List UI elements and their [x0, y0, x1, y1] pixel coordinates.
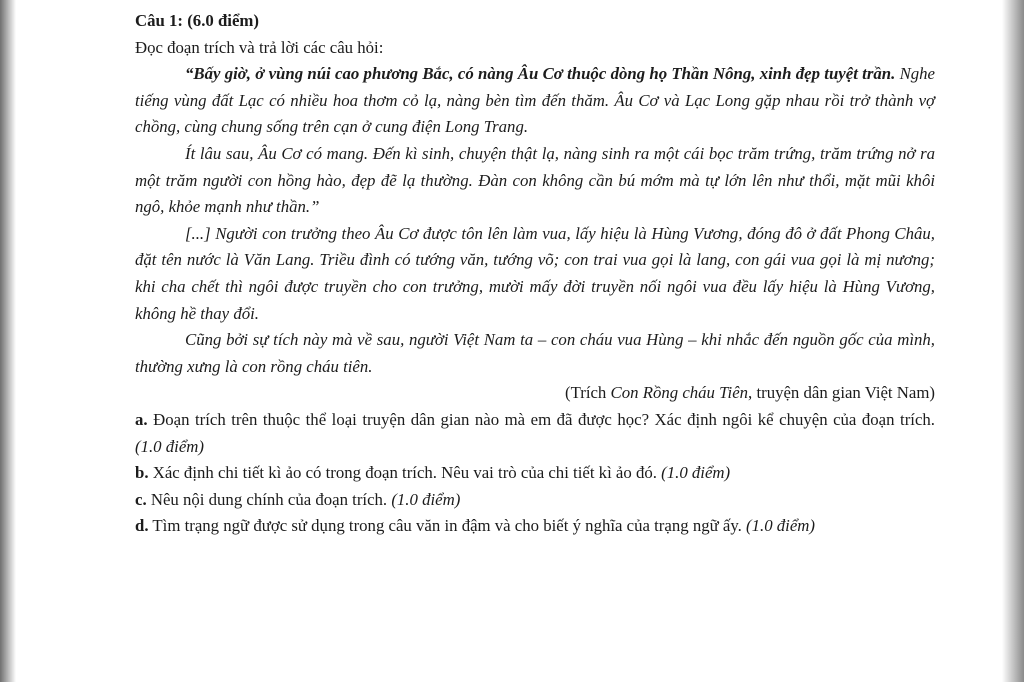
- exam-document: [135, 8, 935, 540]
- item-score: (1.0 điểm): [661, 463, 731, 483]
- question-item-b: [135, 460, 935, 487]
- excerpt-paragraph-3: [...] Người con trưởng theo Âu Cơ được tôn lên làm vua, lấy hiệu là Hùng Vương, đóng đô ở đất Phong Châu, đặt tên nước là Văn Lang. Triều đình có tướng văn, tướng võ; con trai vua gọi là lang, con gái vua gọi là mị nương; khi cha chết thì ngôi được truyền cho con trưởng, mười mấy đời truyền nối ngôi vua đều lấy hiệu là Hùng Vương, không hề thay đổi.: [135, 223, 935, 323]
- item-text: Xác định chi tiết kì ảo có trong đoạn trích. Nêu vai trò của chi tiết kì ảo đó.: [148, 463, 662, 483]
- citation-title: Con Rồng cháu Tiên: [610, 383, 749, 403]
- item-label: b.: [135, 463, 149, 483]
- left-edge-shadow: [0, 0, 16, 682]
- item-text: Nêu nội dung chính của đoạn trích.: [146, 489, 392, 509]
- question-item-d: [135, 513, 935, 540]
- question-item-a: [135, 407, 935, 460]
- citation-prefix: (Trích: [564, 383, 611, 403]
- source-citation: [135, 380, 935, 407]
- item-label: c.: [135, 489, 147, 509]
- question-item-c: [135, 487, 935, 514]
- citation-suffix: , truyện dân gian Việt Nam): [748, 383, 935, 403]
- item-score: (1.0 điểm): [746, 516, 815, 536]
- item-label: a.: [135, 409, 148, 429]
- item-score: (1.0 điểm): [391, 489, 461, 509]
- item-text: Tìm trạng ngữ được sử dụng trong câu văn in đậm và cho biết ý nghĩa của trạng ngữ ấy.: [148, 516, 747, 536]
- item-text: Đoạn trích trên thuộc thể loại truyện dân gian nào mà em đã được học? Xác định ngôi kể chuyện của đoạn trích.: [147, 409, 935, 429]
- item-label: d.: [135, 516, 149, 536]
- question-instruction: Đọc đoạn trích và trả lời các câu hỏi:: [135, 37, 384, 57]
- excerpt-paragraph-2: Ít lâu sau, Âu Cơ có mang. Đến kì sinh, chuyện thật lạ, nàng sinh ra một cái bọc trăm trứng, trăm trứng nở ra một trăm người con hồng hào, đẹp đẽ lạ thường. Đàn con không cần bú mớm mà tự lớn lên như thổi, mặt mũi khôi ngô, khỏe mạnh như thần.”: [135, 143, 935, 217]
- question-heading: Câu 1: (6.0 điểm): [135, 11, 259, 30]
- excerpt-paragraph-4: Cũng bởi sự tích này mà về sau, người Việt Nam ta – con cháu vua Hùng – khi nhắc đến nguồn gốc của mình, thường xưng là con rồng cháu tiên.: [135, 330, 935, 376]
- item-score: (1.0 điểm): [135, 436, 204, 456]
- excerpt-paragraph-1: [135, 61, 935, 141]
- right-edge-shadow: [1002, 0, 1024, 682]
- excerpt-paragraph-1-rest: Nghe tiếng vùng đất Lạc có nhiều hoa thơm cỏ lạ, nàng bèn tìm đến thăm. Âu Cơ và Lạc Long gặp nhau rồi trở thành vợ chồng, cùng chung sống trên cạn ở cung điện Long Trang.: [135, 64, 936, 137]
- bold-sentence: “Bấy giờ, ở vùng núi cao phương Bắc, có nàng Âu Cơ thuộc dòng họ Thần Nông, xinh đẹp tuyệt trần.: [185, 64, 896, 84]
